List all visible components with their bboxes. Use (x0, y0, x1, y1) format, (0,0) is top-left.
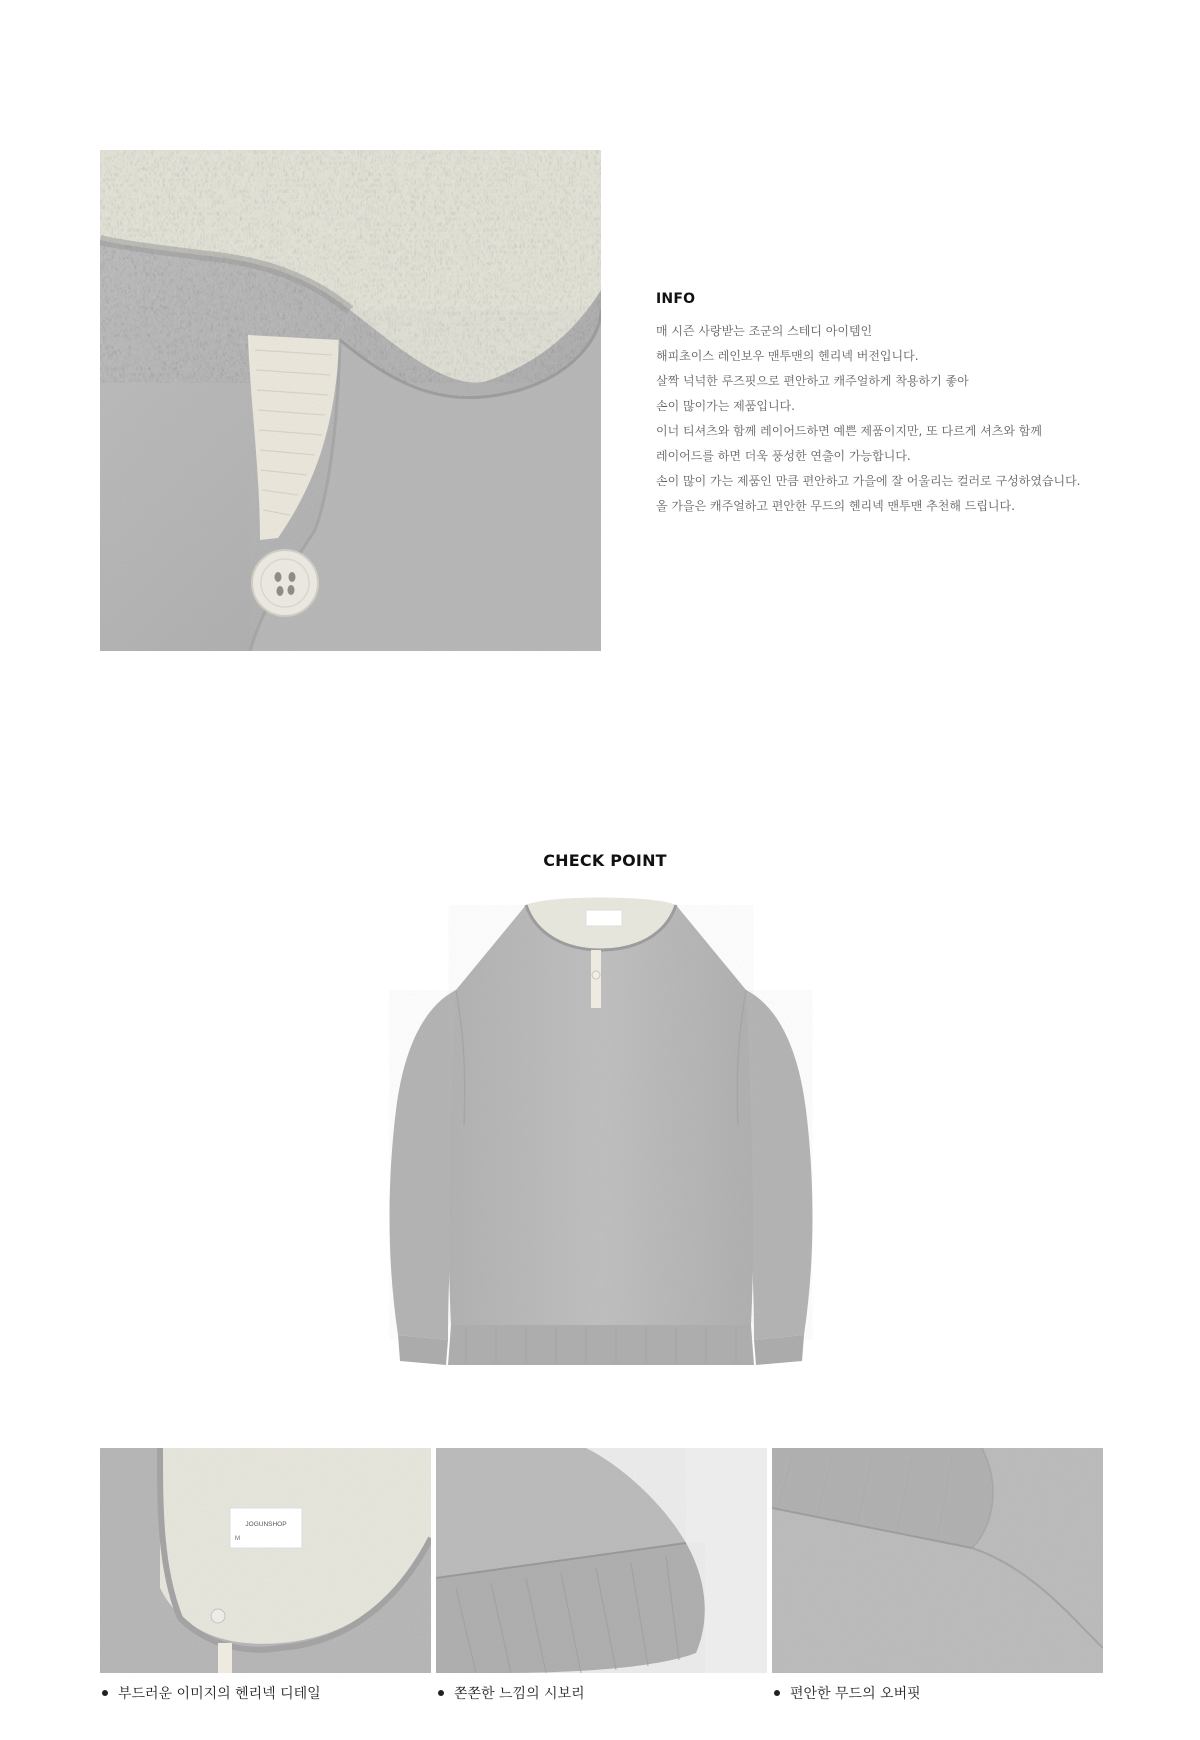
info-line: 손이 많이가는 제품입니다. (656, 399, 795, 413)
info-line: 살짝 넉넉한 루즈핏으로 편안하고 캐주얼하게 착용하기 좋아 (656, 374, 969, 388)
info-line: 해피초이스 레인보우 맨투맨의 헨리넥 버전입니다. (656, 349, 919, 363)
henley-placket-closeup-image (100, 150, 601, 651)
gallery-item-cuff-rib (436, 1448, 767, 1703)
bullet-icon (102, 1690, 108, 1696)
sweatshirt-product-image (386, 895, 816, 1380)
gallery-caption (436, 1683, 767, 1703)
gallery-caption (100, 1683, 431, 1703)
info-line: 레이어드를 하면 더욱 풍성한 연출이 가능합니다. (656, 449, 911, 463)
info-description (656, 319, 1116, 519)
overfit-detail-image (772, 1448, 1103, 1673)
info-title: INFO (656, 291, 696, 307)
gallery-item-overfit (772, 1448, 1103, 1703)
gallery-caption (772, 1683, 1103, 1703)
info-line: 매 시즌 사랑받는 조군의 스테디 아이템인 (656, 324, 873, 338)
gallery-caption-text: 부드러운 이미지의 헨리넥 디테일 (118, 1686, 321, 1702)
info-line: 올 가을은 캐주얼하고 편안한 무드의 헨리넥 맨투맨 추천해 드립니다. (656, 499, 1015, 513)
label-size-text: M (235, 1536, 240, 1542)
bullet-icon (774, 1690, 780, 1696)
gallery-caption-text: 편안한 무드의 오버핏 (790, 1686, 921, 1702)
gallery-caption-text: 쫀쫀한 느낌의 시보리 (454, 1686, 585, 1702)
info-line: 손이 많이 가는 제품인 만큼 편안하고 가을에 잘 어울리는 컬러로 구성하였습니다. (656, 474, 1081, 488)
info-section (656, 291, 1116, 519)
info-line: 이너 티셔츠와 함께 레이어드하면 예쁜 제품이지만, 또 다르게 셔츠와 함께 (656, 424, 1042, 438)
cuff-rib-image (436, 1448, 767, 1673)
gallery-item-neck-detail (100, 1448, 431, 1703)
neck-detail-image (100, 1448, 431, 1673)
bullet-icon (438, 1690, 444, 1696)
check-point-title: CHECK POINT (543, 851, 667, 871)
detail-gallery (100, 1448, 1103, 1708)
label-brand-text: JOGUNSHOP (245, 1521, 287, 1528)
